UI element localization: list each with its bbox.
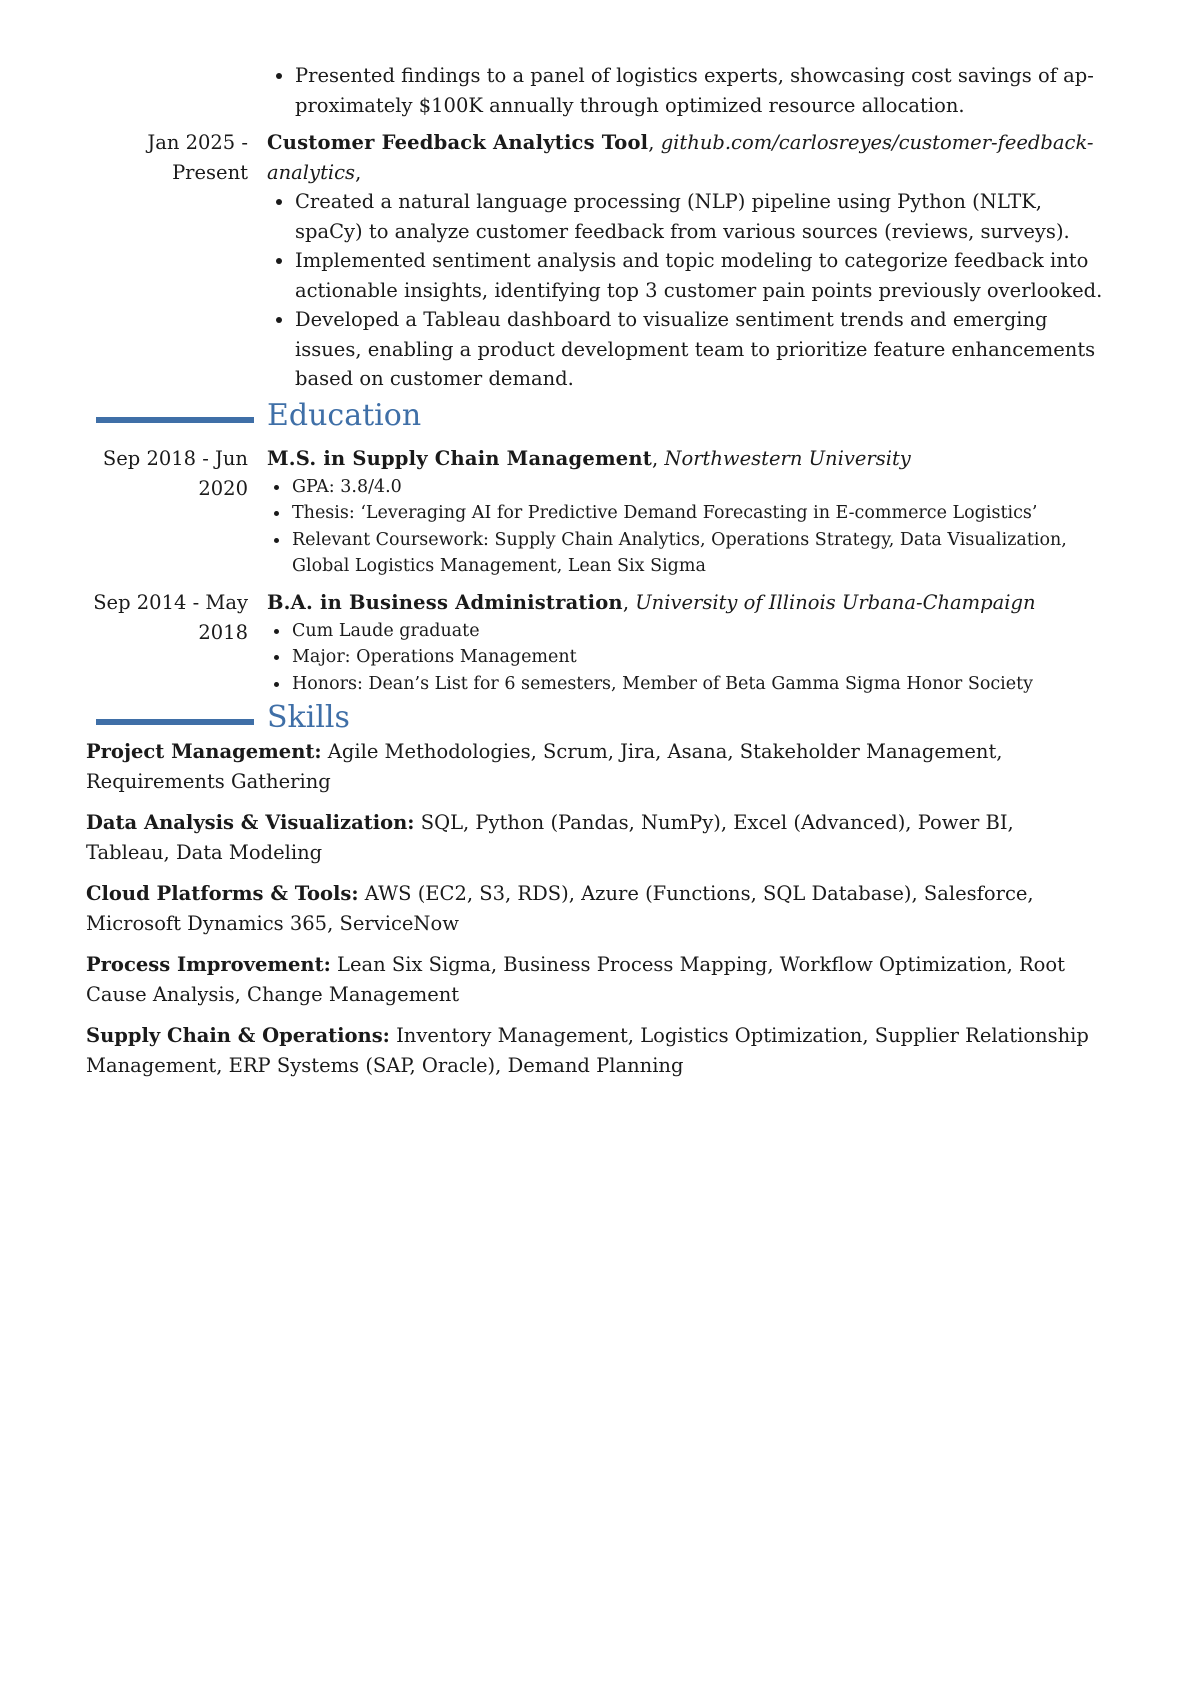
skill-value: Lean Six Sigma, Business Process Mapping, Workflow Optimization, Root Cause Analysis, Change Management <box>86 953 1065 1006</box>
skill-row <box>86 737 1096 796</box>
bullet-item: Thesis: ‘Leveraging AI for Predictive Demand Forecasting in E-commerce Logistics’ <box>267 500 1107 527</box>
project-date: Jan 2025 - Present <box>147 131 248 184</box>
degree: B.A. in Business Administration <box>267 591 623 614</box>
education-date: Sep 2014 - May 2018 <box>93 591 248 644</box>
education-heading: M.S. in Supply Chain Management, Northwestern University <box>267 447 911 470</box>
project-heading: Customer Feedback Analytics Tool, github.com/carlosreyes/customer-feedback-analytics, <box>267 131 1094 184</box>
education-date: Sep 2018 - Jun 2020 <box>102 447 248 500</box>
bullet-item: Developed a Tableau dashboard to visualize sentiment trends and emerging issues, enabling a product development team to prioritize feature enhancements based on customer demand. <box>267 305 1107 394</box>
skills-section-header <box>0 700 1190 738</box>
skill-row <box>86 1021 1096 1080</box>
skill-value: SQL, Python (Pandas, NumPy), Excel (Advanced), Power BI, Tableau, Data Modeling <box>86 811 1014 864</box>
skill-value: Agile Methodologies, Scrum, Jira, Asana, Stakeholder Management, Requirements Gathering <box>86 740 1003 793</box>
school: Northwestern University <box>664 447 911 470</box>
skill-value: Inventory Management, Logistics Optimization, Supplier Relationship Management, ERP Systems (SAP, Oracle), Demand Planning <box>86 1024 1089 1077</box>
skill-value: AWS (EC2, S3, RDS), Azure (Functions, SQL Database), Salesforce, Microsoft Dynamics 365, ServiceNow <box>86 882 1034 935</box>
skill-row <box>86 808 1096 867</box>
school: University of Illinois Urbana-Champaign <box>635 591 1036 614</box>
skill-label: Process Improvement: <box>86 953 331 976</box>
skill-row <box>86 950 1096 1009</box>
bullet-item: Major: Operations Management <box>267 644 1107 671</box>
skill-row <box>86 879 1096 938</box>
bullet-item: Implemented sentiment analysis and topic modeling to categorize feedback into actionable insights, identifying top 3 customer pain points previously overlooked. <box>267 246 1107 305</box>
skill-label: Cloud Platforms & Tools: <box>86 882 359 905</box>
skill-label: Supply Chain & Operations: <box>86 1024 390 1047</box>
education-section-header <box>0 398 1190 436</box>
bullet-item: Presented findings to a panel of logistics experts, showcasing cost savings of ap-proximately $100K annually through optimized resource allocation. <box>267 61 1107 120</box>
education-heading: B.A. in Business Administration, University of Illinois Urbana-Champaign <box>267 591 1036 614</box>
skill-label: Data Analysis & Visualization: <box>86 811 415 834</box>
skills-list <box>86 737 1096 1092</box>
section-title: Education <box>267 398 422 433</box>
bullet-item: GPA: 3.8/4.0 <box>267 474 1107 501</box>
section-title: Skills <box>267 700 350 735</box>
section-rule <box>96 719 254 725</box>
bullet-item: Created a natural language processing (NLP) pipeline using Python (NLTK, spaCy) to analyze customer feedback from various sources (reviews, surveys). <box>267 187 1107 246</box>
bullet-item: Cum Laude graduate <box>267 618 1107 645</box>
bullet-item: Honors: Dean’s List for 6 semesters, Member of Beta Gamma Sigma Honor Society <box>267 671 1107 698</box>
bullet-item: Relevant Coursework: Supply Chain Analytics, Operations Strategy, Data Visualization, Global Logistics Management, Lean Six Sigma <box>267 527 1107 580</box>
skill-label: Project Management: <box>86 740 322 763</box>
project-link[interactable]: github.com/carlosreyes/customer-feedback-analytics <box>267 131 1094 184</box>
section-rule <box>96 417 254 423</box>
project-title: Customer Feedback Analytics Tool <box>267 131 649 154</box>
degree: M.S. in Supply Chain Management <box>267 447 652 470</box>
